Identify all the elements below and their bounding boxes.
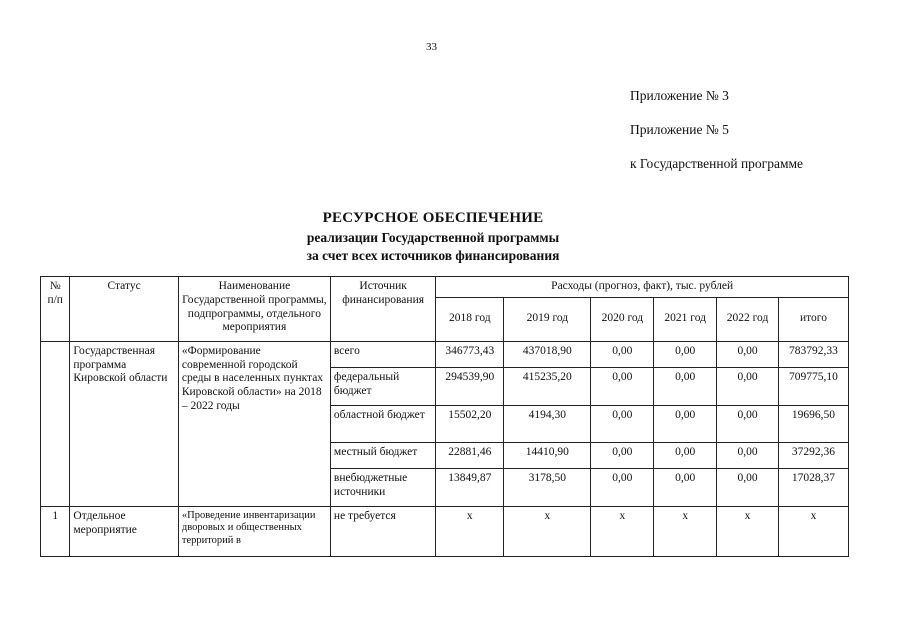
resource-table (40, 276, 849, 557)
value-cell: 22881,46 (436, 442, 504, 468)
source-cell: областной бюджет (330, 405, 435, 442)
header-expenses: Расходы (прогноз, факт), тыс. рублей (436, 277, 849, 298)
value-cell: х (504, 506, 591, 556)
value-cell: 0,00 (591, 442, 654, 468)
value-cell: 14410,90 (504, 442, 591, 468)
value-cell: 0,00 (654, 367, 717, 405)
source-cell: внебюджетные источники (330, 468, 435, 506)
value-cell: 0,00 (717, 442, 779, 468)
event-name: «Проведение инвентаризации дворовых и общественных территорий в (178, 506, 330, 556)
value-cell: 0,00 (717, 367, 779, 405)
value-cell: 0,00 (654, 341, 717, 367)
table-row (41, 341, 849, 367)
value-cell: 0,00 (717, 341, 779, 367)
value-cell: 0,00 (591, 341, 654, 367)
header-status: Статус (70, 277, 178, 342)
value-cell: х (654, 506, 717, 556)
total-cell: 709775,10 (778, 367, 848, 405)
value-cell: 13849,87 (436, 468, 504, 506)
value-cell: 437018,90 (504, 341, 591, 367)
header-year-2019: 2019 год (504, 297, 591, 341)
value-cell: 294539,90 (436, 367, 504, 405)
document-subtitle-1: реализации Государственной программы (306, 230, 560, 245)
appendix-line-2: Приложение № 5 (630, 122, 729, 137)
header-year-2021: 2021 год (654, 297, 717, 341)
program-num (41, 341, 70, 506)
value-cell: х (591, 506, 654, 556)
value-cell: 0,00 (591, 367, 654, 405)
page-number: 33 (426, 41, 437, 53)
total-cell: 19696,50 (778, 405, 848, 442)
source-cell: не требуется (330, 506, 435, 556)
source-cell: всего (330, 341, 435, 367)
program-status: Государственная программа Кировской области (70, 341, 178, 506)
event-num: 1 (41, 506, 70, 556)
source-cell: федеральный бюджет (330, 367, 435, 405)
value-cell: 15502,20 (436, 405, 504, 442)
appendix-line-1: Приложение № 3 (630, 88, 729, 103)
value-cell: 0,00 (717, 405, 779, 442)
total-cell: х (778, 506, 848, 556)
header-total: итого (778, 297, 848, 341)
value-cell: 0,00 (654, 468, 717, 506)
table-header-row (41, 277, 849, 298)
document-subtitle-2: за счет всех источников финансирования (306, 248, 560, 263)
value-cell: 0,00 (591, 405, 654, 442)
total-cell: 37292,36 (778, 442, 848, 468)
header-source: Источник финансирования (330, 277, 435, 342)
header-year-2020: 2020 год (591, 297, 654, 341)
value-cell: 0,00 (654, 442, 717, 468)
value-cell: х (717, 506, 779, 556)
value-cell: 0,00 (591, 468, 654, 506)
header-num: № п/п (41, 277, 70, 342)
appendix-line-3: к Государственной программе (630, 156, 804, 171)
total-cell: 783792,33 (778, 341, 848, 367)
table-row (41, 506, 849, 556)
program-name: «Формирование современной городской среды в населенных пунктах Кировской области» на 2018 – 2022 годы (178, 341, 330, 506)
value-cell: 4194,30 (504, 405, 591, 442)
value-cell: 3178,50 (504, 468, 591, 506)
document-title: РЕСУРСНОЕ ОБЕСПЕЧЕНИЕ (322, 210, 544, 226)
value-cell: х (436, 506, 504, 556)
value-cell: 0,00 (717, 468, 779, 506)
value-cell: 415235,20 (504, 367, 591, 405)
value-cell: 346773,43 (436, 341, 504, 367)
event-status: Отдельное мероприятие (70, 506, 178, 556)
value-cell: 0,00 (654, 405, 717, 442)
header-name: Наименование Государственной программы, подпрограммы, отдельного мероприятия (178, 277, 330, 342)
header-year-2018: 2018 год (436, 297, 504, 341)
header-year-2022: 2022 год (717, 297, 779, 341)
total-cell: 17028,37 (778, 468, 848, 506)
source-cell: местный бюджет (330, 442, 435, 468)
